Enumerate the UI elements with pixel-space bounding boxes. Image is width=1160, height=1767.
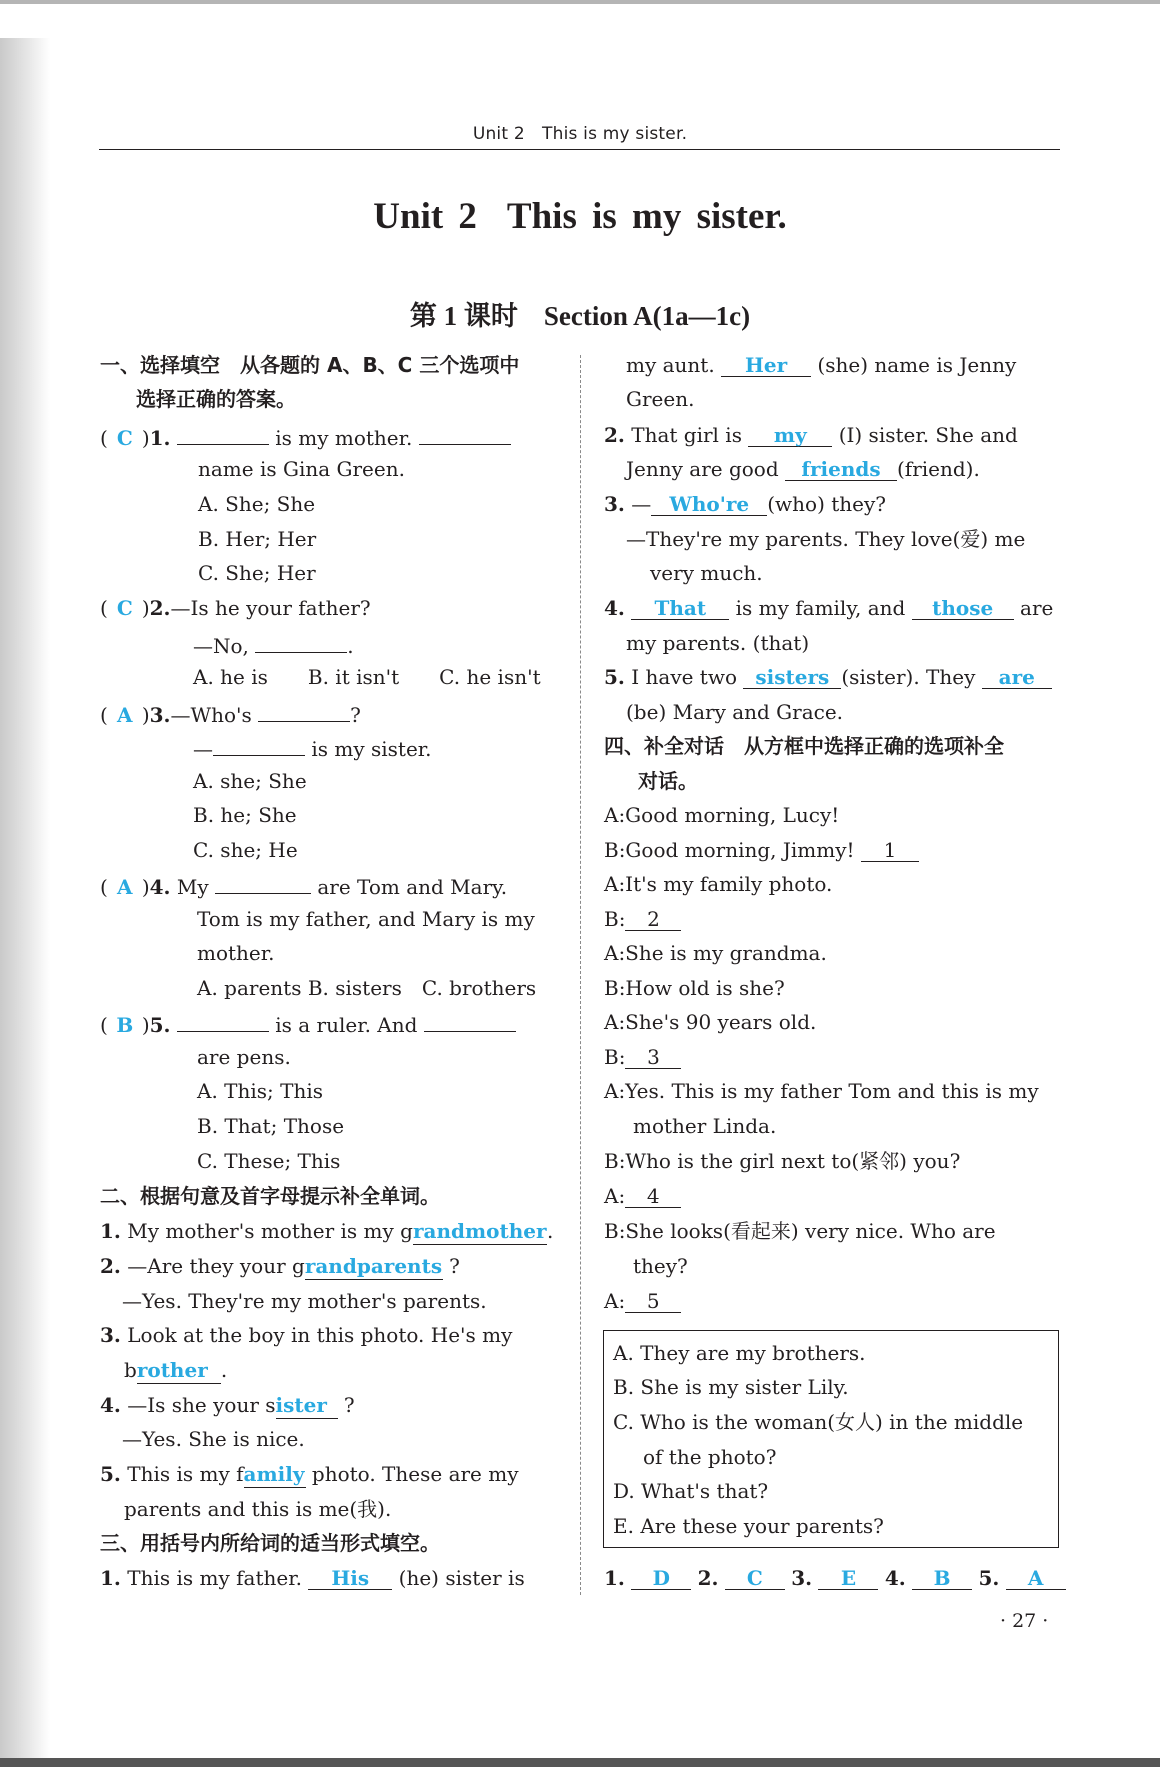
p1-q3-blank2 xyxy=(213,733,305,756)
column-divider xyxy=(580,355,581,1595)
p1-q2-number: 2. xyxy=(149,596,171,620)
p3-q3-end: (who) they? xyxy=(767,492,887,516)
p1-q3-end: ? xyxy=(350,703,361,727)
p2-q5-number: 5. xyxy=(100,1462,121,1486)
p1-q4-text: My xyxy=(176,875,209,899)
p1-q5-number: 5. xyxy=(149,1013,171,1037)
dialogue-line-4 xyxy=(604,906,681,932)
dialogue-blank-3: 3 xyxy=(625,1046,681,1069)
p1-q2-end: . xyxy=(347,634,354,658)
p2-q1-number: 1. xyxy=(100,1219,121,1243)
part3-heading: 三、用括号内所给词的适当形式填空。 xyxy=(100,1531,440,1555)
dialogue-line-11 xyxy=(604,1183,681,1209)
p1-q4-number: 4. xyxy=(149,875,171,899)
p3-q5-line xyxy=(604,664,1052,690)
p3-q4-answer: That xyxy=(631,597,729,620)
header-rule xyxy=(99,149,1060,150)
p2-q4-answer: ister xyxy=(276,1392,338,1419)
p1-q1-blank2 xyxy=(419,422,511,445)
p1-q3-number: 3. xyxy=(149,703,171,727)
p3-q3-line2: —They're my parents. They love(爱) me xyxy=(626,527,1026,551)
p1-q2-line: ( C )2.—Is he your father? xyxy=(100,596,371,620)
p2-q3-number: 3. xyxy=(100,1323,121,1347)
answer-number-1: 1. xyxy=(604,1566,625,1590)
p1-q2-options: A. he is B. it isn't C. he isn't xyxy=(193,665,541,689)
answer-2: C xyxy=(725,1567,785,1590)
p3-q2-text2: Jenny are good xyxy=(626,457,779,481)
part1-heading: 一、选择填空 从各题的 A、B、C 三个选项中 xyxy=(100,353,520,377)
p1-q5-text: is a ruler. And xyxy=(275,1013,418,1037)
p1-q3-dash: — xyxy=(193,737,213,761)
p3-q3-number: 3. xyxy=(604,492,625,516)
p1-q5-option-a: A. This; This xyxy=(197,1079,324,1103)
p3-q2-number: 2. xyxy=(604,423,625,447)
p1-q5-option-c: C. These; This xyxy=(197,1149,341,1173)
p2-q5-end: photo. These are my xyxy=(311,1462,519,1486)
p1-q5-blank2 xyxy=(424,1009,516,1032)
p3-q1-answer2: Her xyxy=(721,354,811,377)
answer-number-5: 5. xyxy=(978,1566,1000,1590)
part4-answer-row xyxy=(604,1565,1066,1591)
lesson-number: 第 1 课时 xyxy=(409,301,518,331)
p1-q3-answer: A xyxy=(117,703,133,727)
running-header: Unit 2 This is my sister. xyxy=(472,124,688,144)
p3-q1-answer: His xyxy=(308,1567,392,1590)
p2-q2-reply: —Yes. They're my mother's parents. xyxy=(122,1289,487,1313)
p3-q4-text: is my family, and xyxy=(735,596,906,620)
option-b: B. She is my sister Lily. xyxy=(613,1375,849,1399)
p1-q5-answer: B xyxy=(116,1013,134,1037)
p3-q3-line3: very much. xyxy=(650,561,763,585)
p2-q3-end: . xyxy=(220,1358,228,1382)
p2-q4-text: —Is she your s xyxy=(127,1393,276,1417)
p3-q1-number: 1. xyxy=(100,1566,121,1590)
dialogue-line-5: A:She is my grandma. xyxy=(604,941,827,965)
unit-name: This is my sister. xyxy=(506,196,787,237)
p1-q1-line: ( C )1. is my mother. xyxy=(100,422,511,451)
p3-q1-line xyxy=(100,1565,525,1591)
section-label: Section A(1a—1c) xyxy=(543,301,751,331)
p1-q1-option-b: B. Her; Her xyxy=(198,527,317,551)
p1-q1-text: is my mother. xyxy=(275,426,413,450)
p3-q5-line2: (be) Mary and Grace. xyxy=(626,700,844,724)
p1-q4-blank xyxy=(215,871,311,894)
p3-q2-answer2: friends xyxy=(785,458,897,481)
dialogue-blank-2: 2 xyxy=(625,908,681,931)
dialogue-line-1: A:Good morning, Lucy! xyxy=(604,803,840,827)
dialogue-line-4-speaker: B: xyxy=(604,907,626,931)
dialogue-line-12: B:She looks(看起来) very nice. Who are xyxy=(604,1219,996,1243)
p1-q3-option-c: C. she; He xyxy=(193,838,298,862)
p3-q4-line2: my parents. (that) xyxy=(626,631,810,655)
p2-q1-text: My mother's mother is my g xyxy=(127,1219,413,1243)
p3-q1-text2: my aunt. xyxy=(626,353,715,377)
p2-q5-text: This is my f xyxy=(127,1462,244,1486)
p3-q5-answer: sisters xyxy=(743,666,841,689)
p2-q2-end: ? xyxy=(449,1254,460,1278)
part1-heading-cont: 选择正确的答案。 xyxy=(136,387,296,411)
dialogue-line-9b: mother Linda. xyxy=(633,1114,777,1138)
p1-q5-option-b: B. That; Those xyxy=(197,1114,345,1138)
option-c: C. Who is the woman(女人) in the middle xyxy=(613,1410,1024,1434)
p1-q5-line2: are pens. xyxy=(197,1045,291,1069)
p1-q4-answer: A xyxy=(117,875,133,899)
part2-heading: 二、根据句意及首字母提示补全单词。 xyxy=(100,1184,440,1208)
dialogue-blank-5: 5 xyxy=(625,1290,681,1313)
answer-5: A xyxy=(1006,1567,1066,1590)
p2-q4-end: ? xyxy=(343,1393,355,1417)
p2-q4-reply: —Yes. She is nice. xyxy=(122,1427,305,1451)
p2-q4-line xyxy=(100,1392,355,1419)
p2-q4-number: 4. xyxy=(100,1393,121,1417)
p1-q1-answer: C xyxy=(116,426,133,450)
p3-q3-text: — xyxy=(631,492,652,516)
p1-q4-line2: Tom is my father, and Mary is my xyxy=(197,907,535,931)
dialogue-line-6: B:How old is she? xyxy=(604,976,785,1000)
dialogue-line-13 xyxy=(604,1288,681,1314)
dialogue-blank-4: 4 xyxy=(625,1185,681,1208)
p3-q2-line2 xyxy=(626,456,980,482)
p3-q2-text: That girl is xyxy=(631,423,742,447)
p3-q5-answer2: are xyxy=(982,666,1052,689)
page-number: · 27 · xyxy=(1000,1610,1049,1632)
p3-q4-end: are xyxy=(1020,596,1054,620)
p3-q1-line2 xyxy=(626,352,1016,378)
p3-q1-end: (he) sister is xyxy=(398,1566,525,1590)
p2-q1-end: . xyxy=(546,1219,554,1243)
dialogue-line-8-speaker: B: xyxy=(604,1045,626,1069)
p1-q1-number: 1. xyxy=(149,426,171,450)
dialogue-line-3: A:It's my family photo. xyxy=(604,872,833,896)
answer-3: E xyxy=(818,1567,878,1590)
p3-q4-number: 4. xyxy=(604,596,625,620)
dialogue-line-7: A:She's 90 years old. xyxy=(604,1010,817,1034)
p1-q1-option-a: A. She; She xyxy=(198,492,316,516)
p2-q3-start: b xyxy=(124,1358,137,1382)
viewer-bottom-border xyxy=(0,1758,1160,1767)
answer-4: B xyxy=(912,1567,972,1590)
part4-heading: 四、补全对话 从方框中选择正确的选项补全 xyxy=(604,734,1004,758)
part4-heading-cont: 对话。 xyxy=(638,769,698,793)
p3-q1-end2: (she) name is Jenny xyxy=(817,353,1017,377)
p2-q2-text: —Are they your g xyxy=(127,1254,305,1278)
dialogue-blank-1: 1 xyxy=(861,839,919,862)
p1-q2-blank xyxy=(255,630,347,653)
p1-q4-end: are Tom and Mary. xyxy=(317,875,508,899)
p2-q2-answer: randparents xyxy=(304,1254,443,1278)
p1-q3-option-b: B. he; She xyxy=(193,803,297,827)
p1-q5-line: ( B )5. is a ruler. And xyxy=(100,1009,516,1038)
dialogue-line-13-speaker: A: xyxy=(604,1289,626,1313)
p1-q4-line: ( A )4. My are Tom and Mary. xyxy=(100,871,507,900)
p1-q2-line2 xyxy=(193,630,354,659)
p3-q4-line xyxy=(604,595,1053,621)
p1-q3-text: —Who's xyxy=(170,703,252,727)
answer-1: D xyxy=(631,1567,691,1590)
answer-number-2: 2. xyxy=(697,1566,719,1590)
p1-q3-blank1 xyxy=(258,699,350,722)
dialogue-line-2-text: B:Good morning, Jimmy! xyxy=(604,838,855,862)
p2-q2-line xyxy=(100,1253,460,1280)
p3-q3-answer: Who're xyxy=(651,493,767,516)
p3-q2-end: (I) sister. She and xyxy=(838,423,1018,447)
option-c-cont: of the photo? xyxy=(643,1445,777,1469)
p3-q2-answer: my xyxy=(748,424,832,447)
p1-q3-line: ( A )3.—Who's ? xyxy=(100,699,361,728)
unit-number: Unit 2 xyxy=(373,196,477,237)
answer-number-3: 3. xyxy=(791,1566,813,1590)
p1-q3-line2 xyxy=(193,733,432,762)
dialogue-line-11-speaker: A: xyxy=(604,1184,626,1208)
p2-q3-line2 xyxy=(124,1357,227,1384)
p2-q1-answer: randmother xyxy=(412,1219,547,1243)
p2-q3-text: Look at the boy in this photo. He's my xyxy=(127,1323,513,1347)
p1-q1-line2: name is Gina Green. xyxy=(198,457,405,481)
p1-q3-option-a: A. she; She xyxy=(193,769,307,793)
p2-q5-line xyxy=(100,1461,519,1488)
lesson-title xyxy=(0,294,1160,333)
p1-q2-text: —Is he your father? xyxy=(170,596,371,620)
dialogue-line-9: A:Yes. This is my father Tom and this is my xyxy=(604,1079,1039,1103)
p2-q2-number: 2. xyxy=(100,1254,121,1278)
viewer-top-border xyxy=(0,0,1160,4)
p2-q1-line xyxy=(100,1218,553,1245)
unit-title xyxy=(0,195,1160,238)
p3-q4-answer2: those xyxy=(912,597,1014,620)
option-a: A. They are my brothers. xyxy=(613,1341,866,1365)
p1-q4-options: A. parents B. sisters C. brothers xyxy=(197,976,537,1000)
option-e: E. Are these your parents? xyxy=(613,1514,884,1538)
p3-q5-number: 5. xyxy=(604,665,625,689)
p1-q2-text2: —No, xyxy=(193,634,249,658)
dialogue-line-10: B:Who is the girl next to(紧邻) you? xyxy=(604,1149,961,1173)
p2-q5-line2: parents and this is me(我). xyxy=(124,1497,392,1521)
p1-q2-answer: C xyxy=(116,596,133,620)
p3-q1-text: This is my father. xyxy=(127,1566,302,1590)
p1-q3-text2: is my sister. xyxy=(311,737,432,761)
option-d: D. What's that? xyxy=(613,1479,769,1503)
p3-q2-line xyxy=(604,422,1018,448)
answer-number-4: 4. xyxy=(884,1566,906,1590)
p1-q5-blank1 xyxy=(177,1009,269,1032)
dialogue-line-2 xyxy=(604,837,919,863)
p3-q1-line3: Green. xyxy=(626,387,695,411)
dialogue-line-8 xyxy=(604,1044,681,1070)
p3-q3-line xyxy=(604,491,886,517)
p1-q1-blank1 xyxy=(177,422,269,445)
p2-q3-line xyxy=(100,1322,512,1348)
p2-q3-answer: rother xyxy=(137,1357,221,1384)
p3-q5-mid: (sister). They xyxy=(841,665,976,689)
p2-q5-answer: amily xyxy=(243,1462,305,1486)
p1-q1-option-c: C. She; Her xyxy=(198,561,316,585)
p3-q2-end2: (friend). xyxy=(897,457,980,481)
dialogue-line-12b: they? xyxy=(633,1254,688,1278)
p1-q4-line3: mother. xyxy=(197,941,275,965)
p3-q5-text: I have two xyxy=(631,665,738,689)
